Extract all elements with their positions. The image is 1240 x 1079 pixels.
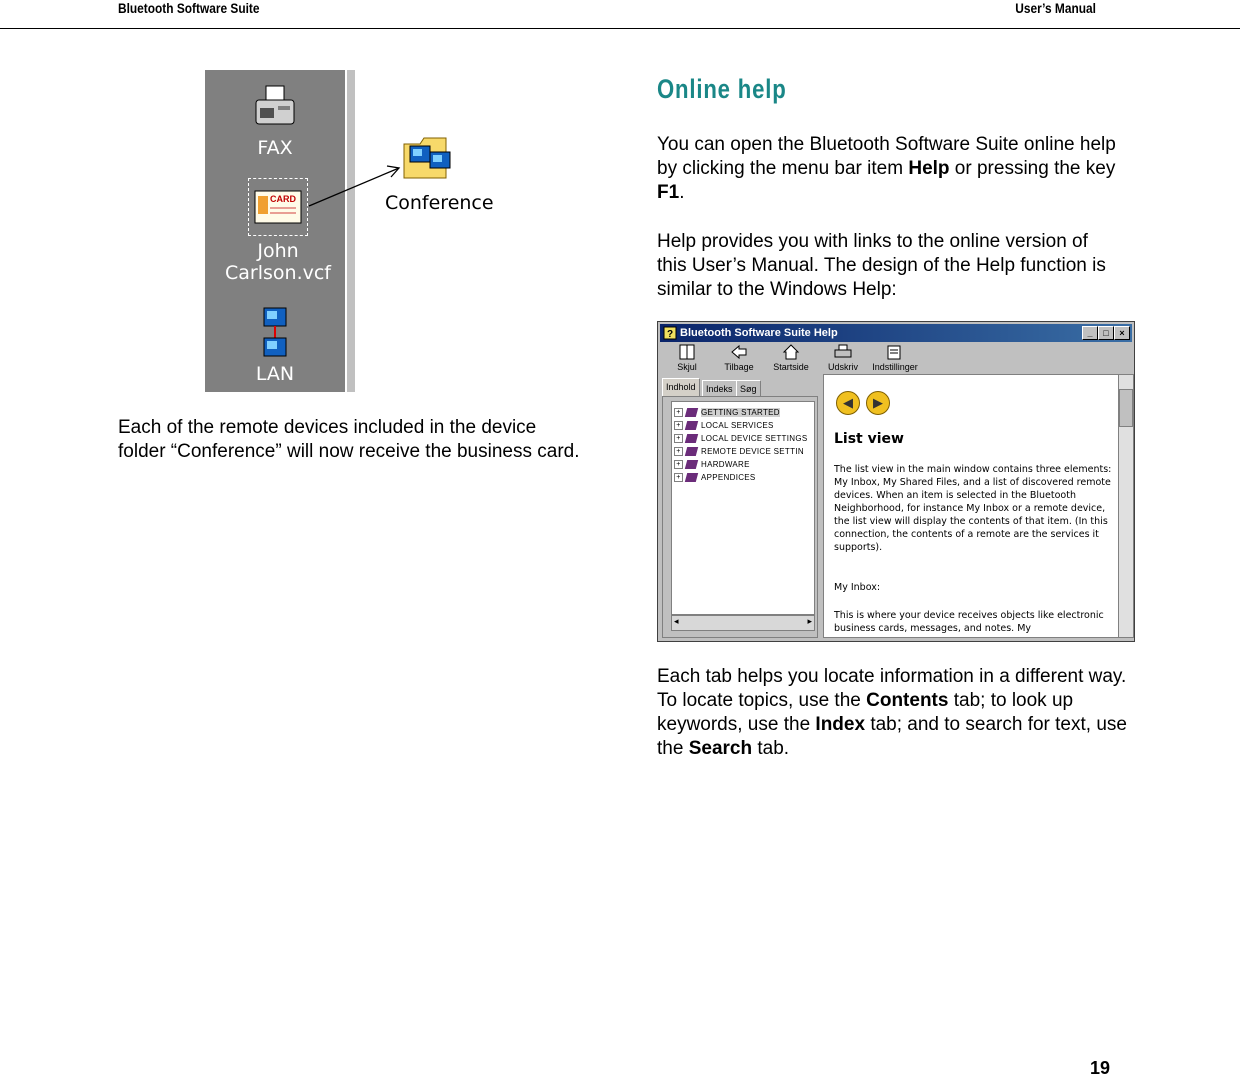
para1-text-3: . <box>679 182 685 203</box>
options-icon <box>886 344 904 360</box>
tree-item[interactable] <box>674 471 756 484</box>
maximize-button[interactable]: □ <box>1098 326 1114 340</box>
para1-text-1: You can open the Bluetooth Software Suite online help by clicking the menu bar item <box>657 134 1116 179</box>
vcf-label-line1: John <box>257 240 299 262</box>
toolbar-print-button[interactable] <box>818 344 868 374</box>
header-title: Bluetooth Software Suite <box>118 0 260 16</box>
conference-label: Conference <box>385 192 494 214</box>
card-badge: CARD <box>270 194 296 204</box>
toolbar-back-button[interactable] <box>714 344 764 374</box>
help-window-title: Bluetooth Software Suite Help <box>680 327 838 339</box>
printer-icon <box>834 344 852 360</box>
para3-bold-index: Index <box>815 714 866 735</box>
tree-item[interactable] <box>674 458 750 471</box>
fax-label: FAX <box>257 137 293 159</box>
tree-item-label: APPENDICES <box>701 473 756 482</box>
help-content-pane <box>823 374 1120 638</box>
home-icon <box>782 344 800 360</box>
tree-horizontal-scrollbar[interactable] <box>671 615 815 631</box>
tree-item-label: LOCAL DEVICE SETTINGS <box>701 434 808 443</box>
previous-topic-icon[interactable]: ◀ <box>836 391 860 415</box>
fax-icon <box>252 84 298 130</box>
expand-icon: + <box>674 408 683 417</box>
header-manual: User’s Manual <box>1015 0 1096 16</box>
para3-bold-contents: Contents <box>866 690 949 711</box>
para3-text-2: tab; to look up keywords, use the <box>657 690 1074 735</box>
help-window <box>657 321 1135 642</box>
lan-label: LAN <box>255 363 295 385</box>
page-number: 19 <box>1089 1058 1110 1078</box>
para3-text-3: tab; and to search for text, use the <box>657 714 1127 759</box>
contents-pane <box>662 396 818 638</box>
expand-icon: + <box>674 434 683 443</box>
expand-icon: + <box>674 473 683 482</box>
toolbar-home-button[interactable] <box>766 344 816 374</box>
content-heading: List view <box>834 431 904 447</box>
paragraph-1 <box>657 133 1127 205</box>
expand-icon: + <box>674 447 683 456</box>
content-vertical-scrollbar[interactable] <box>1118 374 1134 638</box>
para3-bold-search: Search <box>688 738 753 759</box>
back-arrow-icon <box>730 344 748 360</box>
tab-search[interactable]: Søg <box>736 380 761 397</box>
book-icon <box>685 421 698 430</box>
toolbar-home-label: Startside <box>773 362 809 372</box>
lan-icon <box>260 306 290 358</box>
tree-item-label: HARDWARE <box>701 460 750 469</box>
tree-item[interactable] <box>674 419 774 432</box>
next-topic-icon[interactable]: ▶ <box>866 391 890 415</box>
toolbar-hide-button[interactable] <box>662 344 712 374</box>
left-paragraph: Each of the remote devices included in the device folder “Conference” will now receive the business card. <box>118 417 580 462</box>
lan-icon-group <box>245 306 305 385</box>
conference-folder-icon <box>402 134 458 182</box>
tab-index[interactable]: Indeks <box>702 380 737 397</box>
tree-item[interactable] <box>674 406 780 419</box>
para1-text-2: or pressing the key <box>949 158 1116 179</box>
toolbar-hide-label: Skjul <box>677 362 697 372</box>
page-header <box>0 0 1240 29</box>
toolbar-options-button[interactable] <box>870 344 920 374</box>
help-book-icon <box>663 326 677 340</box>
expand-icon: + <box>674 460 683 469</box>
book-icon <box>685 447 698 456</box>
help-window-titlebar <box>660 324 1132 342</box>
vcf-label-line2: Carlson.vcf <box>225 262 331 284</box>
minimize-button[interactable]: _ <box>1082 326 1098 340</box>
para3-text-4: tab. <box>752 738 790 759</box>
tree-item[interactable] <box>674 432 807 445</box>
content-subheading: My Inbox: <box>834 582 881 593</box>
book-icon <box>685 408 698 417</box>
tab-contents[interactable]: Indhold <box>662 378 700 397</box>
svg-text:?: ? <box>667 329 674 340</box>
toolbar-print-label: Udskriv <box>827 362 858 372</box>
close-button[interactable]: × <box>1114 326 1130 340</box>
tree-item-label: LOCAL SERVICES <box>701 421 774 430</box>
hide-icon <box>678 344 696 360</box>
scroll-right-icon[interactable]: ▸ <box>807 616 812 626</box>
desktop-scrollbar <box>345 70 355 392</box>
scroll-left-icon[interactable]: ◂ <box>674 616 679 626</box>
scroll-thumb[interactable] <box>1119 389 1133 427</box>
toolbar-options-label: Indstillinger <box>872 362 918 372</box>
para1-bold-help: Help <box>908 158 950 179</box>
paragraph-2: Help provides you with links to the online version of this User’s Manual. The design of the Help function is similar to the Windows Help: <box>657 231 1106 300</box>
book-icon <box>685 473 698 482</box>
tree-item[interactable] <box>674 445 804 458</box>
paragraph-3 <box>657 665 1127 761</box>
section-title: Online help <box>657 74 787 104</box>
content-paragraph: The list view in the main window contains three elements: My Inbox, My Shared Files, and a list of discovered remote devices. When an item is selected in the Bluetooth Neighborhood, for instance My Inbox or a remote device, the list view will display the contents of that item. (In this connection, the contents of a remote are the services it supports). <box>834 464 1112 553</box>
desktop-screenshot <box>205 70 355 392</box>
business-card-icon <box>254 190 302 224</box>
content-paragraph-2: This is where your device receives objects like electronic business cards, messages, and notes. My <box>834 610 1104 634</box>
book-icon <box>685 460 698 469</box>
tree-item-label: GETTING STARTED <box>701 408 780 417</box>
toolbar-back-label: Tilbage <box>724 362 754 372</box>
para1-bold-f1: F1 <box>657 182 680 203</box>
fax-icon-group <box>245 84 305 159</box>
book-icon <box>685 434 698 443</box>
para3-text-1: Each tab helps you locate information in a different way. To locate topics, use the <box>657 666 1127 711</box>
expand-icon: + <box>674 421 683 430</box>
tree-item-label: REMOTE DEVICE SETTIN <box>701 447 804 456</box>
contents-tree <box>671 401 815 615</box>
